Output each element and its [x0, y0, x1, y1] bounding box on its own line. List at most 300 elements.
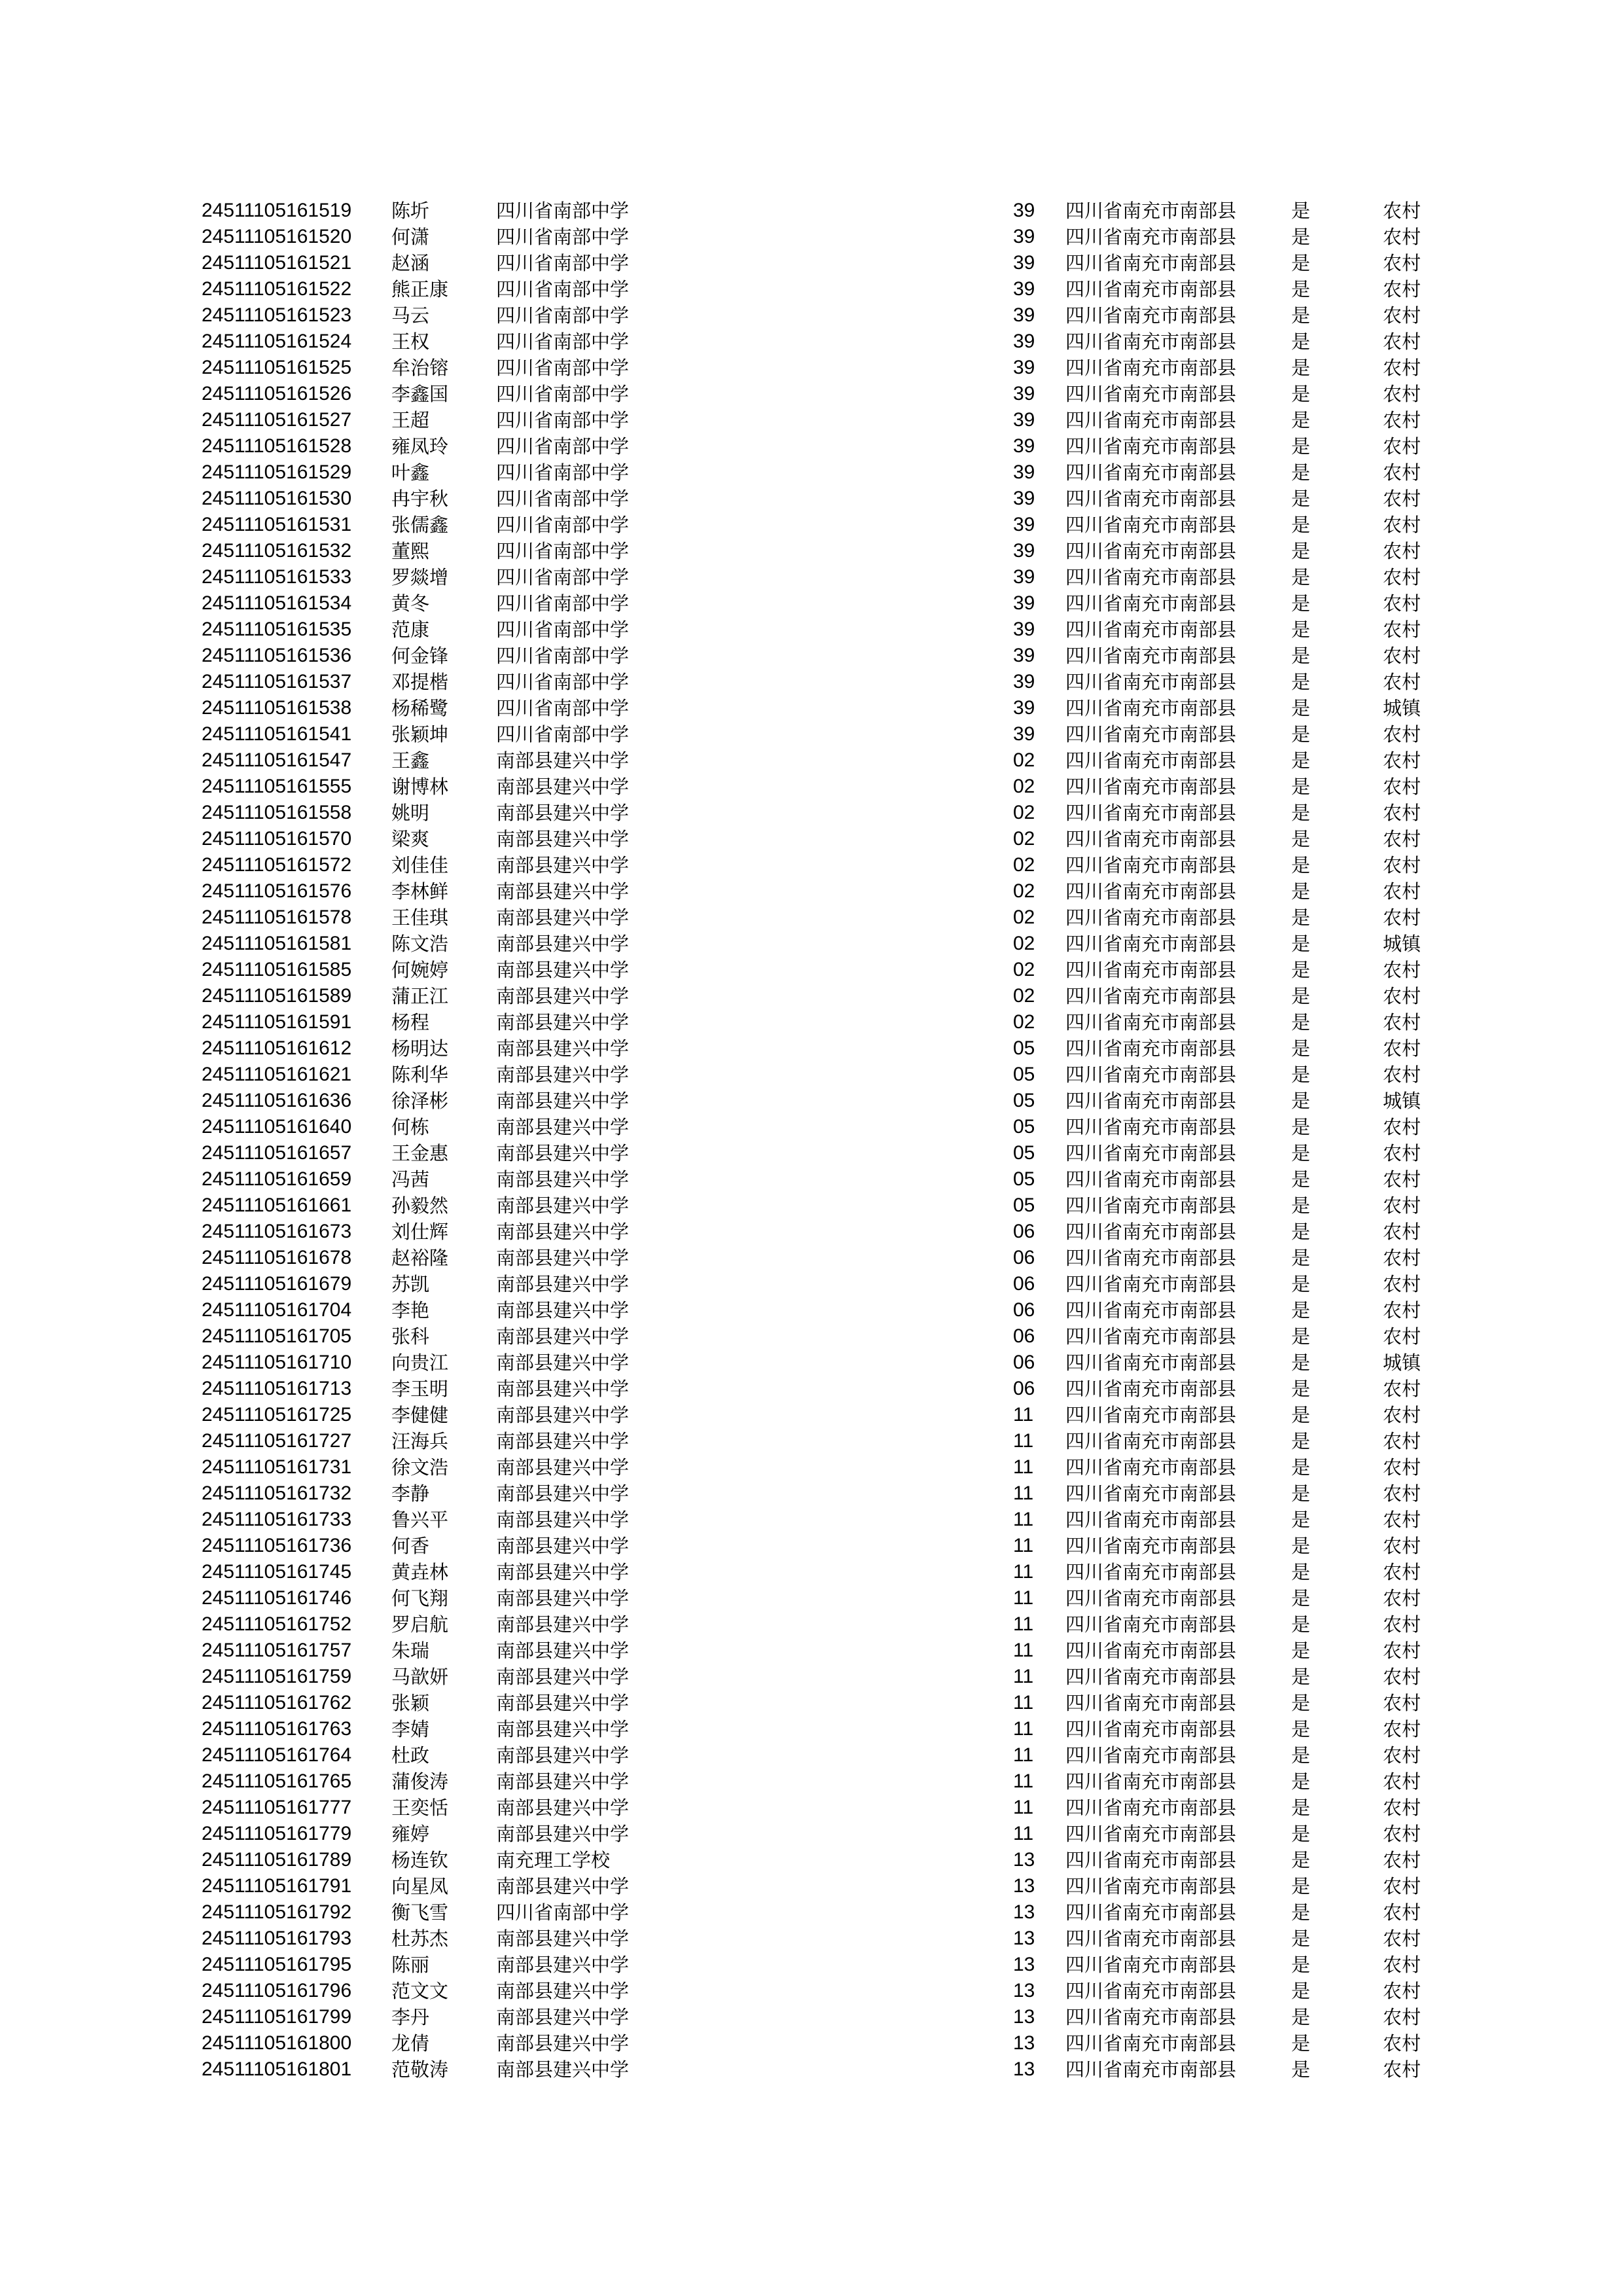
school-cell: 四川省南部中学 — [496, 723, 630, 745]
table-row — [202, 1638, 1435, 1664]
eligibility-cell: 是 — [1291, 671, 1311, 693]
region-cell: 四川省南充市南部县 — [1065, 1666, 1237, 1688]
exam-id-cell: 24511105161800 — [202, 2032, 352, 2054]
student-name-cell: 向贵江 — [391, 1352, 449, 1374]
student-name-cell: 范康 — [391, 619, 430, 641]
residence-type-cell: 农村 — [1383, 1168, 1421, 1191]
region-cell: 四川省南充市南部县 — [1065, 933, 1237, 955]
exam-id-cell: 24511105161673 — [202, 1221, 352, 1242]
school-cell: 南部县建兴中学 — [496, 749, 630, 772]
student-name-cell: 董熙 — [391, 540, 430, 562]
school-cell: 四川省南部中学 — [496, 304, 630, 327]
residence-type-cell: 农村 — [1383, 802, 1421, 824]
class-code-cell: 02 — [1013, 985, 1035, 1007]
class-code-cell: 11 — [1013, 1456, 1034, 1478]
class-code-cell: 39 — [1013, 619, 1035, 640]
class-code-cell: 11 — [1013, 1587, 1034, 1609]
class-code-cell: 13 — [1013, 1849, 1035, 1871]
residence-type-cell: 农村 — [1383, 1482, 1421, 1505]
school-cell: 南部县建兴中学 — [496, 933, 630, 955]
exam-id-cell: 24511105161705 — [202, 1325, 352, 1347]
class-code-cell: 11 — [1013, 1482, 1034, 1504]
class-code-cell: 06 — [1013, 1221, 1035, 1242]
exam-id-cell: 24511105161759 — [202, 1666, 352, 1687]
school-cell: 南部县建兴中学 — [496, 1430, 630, 1452]
table-row — [202, 1611, 1435, 1638]
school-cell: 南部县建兴中学 — [496, 1613, 630, 1636]
exam-id-cell: 24511105161527 — [202, 409, 352, 431]
table-row — [202, 1480, 1435, 1507]
region-cell: 四川省南充市南部县 — [1065, 409, 1237, 431]
exam-id-cell: 24511105161535 — [202, 619, 352, 640]
student-roster-table — [202, 198, 1435, 2083]
residence-type-cell: 农村 — [1383, 488, 1421, 510]
exam-id-cell: 24511105161547 — [202, 749, 352, 771]
school-cell: 南部县建兴中学 — [496, 2058, 630, 2081]
exam-id-cell: 24511105161727 — [202, 1430, 352, 1452]
school-cell: 四川省南部中学 — [496, 200, 630, 222]
school-cell: 四川省南部中学 — [496, 514, 630, 536]
residence-type-cell: 农村 — [1383, 749, 1421, 772]
eligibility-cell: 是 — [1291, 1064, 1311, 1086]
class-code-cell: 05 — [1013, 1037, 1035, 1059]
residence-type-cell: 农村 — [1383, 1823, 1421, 1845]
class-code-cell: 11 — [1013, 1718, 1034, 1740]
school-cell: 南部县建兴中学 — [496, 1535, 630, 1557]
student-name-cell: 张科 — [391, 1325, 430, 1348]
exam-id-cell: 24511105161523 — [202, 304, 352, 326]
region-cell: 四川省南充市南部县 — [1065, 1325, 1237, 1348]
class-code-cell: 02 — [1013, 828, 1035, 850]
table-row — [202, 538, 1435, 564]
exam-id-cell: 24511105161757 — [202, 1640, 352, 1661]
table-row — [202, 486, 1435, 512]
student-name-cell: 雍凤玲 — [391, 435, 449, 457]
table-row — [202, 1376, 1435, 1402]
exam-id-cell: 24511105161541 — [202, 723, 352, 745]
student-name-cell: 赵裕隆 — [391, 1247, 449, 1269]
class-code-cell: 11 — [1013, 1613, 1034, 1635]
residence-type-cell: 城镇 — [1383, 697, 1421, 719]
exam-id-cell: 24511105161576 — [202, 880, 352, 902]
table-row — [202, 1899, 1435, 1926]
region-cell: 四川省南充市南部县 — [1065, 1901, 1237, 1924]
region-cell: 四川省南充市南部县 — [1065, 671, 1237, 693]
residence-type-cell: 城镇 — [1383, 1352, 1421, 1374]
table-row — [202, 1926, 1435, 1952]
class-code-cell: 11 — [1013, 1692, 1034, 1713]
region-cell: 四川省南充市南部县 — [1065, 226, 1237, 248]
exam-id-cell: 24511105161659 — [202, 1168, 352, 1190]
student-name-cell: 何金锋 — [391, 645, 449, 667]
student-name-cell: 雍婷 — [391, 1823, 430, 1845]
student-name-cell: 张颖坤 — [391, 723, 449, 745]
residence-type-cell: 农村 — [1383, 1116, 1421, 1138]
student-name-cell: 罗燚增 — [391, 566, 449, 588]
region-cell: 四川省南充市南部县 — [1065, 1797, 1237, 1819]
student-name-cell: 黄垚林 — [391, 1561, 449, 1583]
region-cell: 四川省南充市南部县 — [1065, 1378, 1237, 1400]
eligibility-cell: 是 — [1291, 749, 1311, 772]
table-row — [202, 1795, 1435, 1821]
region-cell: 四川省南充市南部县 — [1065, 1823, 1237, 1845]
school-cell: 南部县建兴中学 — [496, 2032, 630, 2054]
eligibility-cell: 是 — [1291, 1247, 1311, 1269]
school-cell: 四川省南部中学 — [496, 645, 630, 667]
class-code-cell: 02 — [1013, 802, 1035, 823]
school-cell: 南部县建兴中学 — [496, 1011, 630, 1033]
class-code-cell: 11 — [1013, 1535, 1034, 1556]
region-cell: 四川省南充市南部县 — [1065, 1613, 1237, 1636]
region-cell: 四川省南充市南部县 — [1065, 1928, 1237, 1950]
exam-id-cell: 24511105161763 — [202, 1718, 352, 1740]
residence-type-cell: 农村 — [1383, 1561, 1421, 1583]
class-code-cell: 39 — [1013, 226, 1035, 247]
eligibility-cell: 是 — [1291, 1823, 1311, 1845]
table-row — [202, 1978, 1435, 2004]
student-name-cell: 鲁兴平 — [391, 1509, 449, 1531]
exam-id-cell: 24511105161636 — [202, 1090, 352, 1111]
school-cell: 四川省南部中学 — [496, 357, 630, 379]
eligibility-cell: 是 — [1291, 540, 1311, 562]
residence-type-cell: 农村 — [1383, 200, 1421, 222]
table-row — [202, 1716, 1435, 1742]
class-code-cell: 39 — [1013, 331, 1035, 352]
exam-id-cell: 24511105161537 — [202, 671, 352, 692]
eligibility-cell: 是 — [1291, 357, 1311, 379]
residence-type-cell: 农村 — [1383, 2006, 1421, 2028]
region-cell: 四川省南充市南部县 — [1065, 1692, 1237, 1714]
eligibility-cell: 是 — [1291, 1744, 1311, 1767]
exam-id-cell: 24511105161796 — [202, 1980, 352, 2001]
residence-type-cell: 城镇 — [1383, 1090, 1421, 1112]
eligibility-cell: 是 — [1291, 2032, 1311, 2054]
region-cell: 四川省南充市南部县 — [1065, 488, 1237, 510]
table-row — [202, 329, 1435, 355]
residence-type-cell: 农村 — [1383, 1797, 1421, 1819]
residence-type-cell: 农村 — [1383, 1378, 1421, 1400]
exam-id-cell: 24511105161791 — [202, 1875, 352, 1897]
school-cell: 南部县建兴中学 — [496, 1482, 630, 1505]
table-row — [202, 1166, 1435, 1193]
table-row — [202, 983, 1435, 1009]
student-name-cell: 李健健 — [391, 1404, 449, 1426]
eligibility-cell: 是 — [1291, 723, 1311, 745]
eligibility-cell: 是 — [1291, 802, 1311, 824]
residence-type-cell: 农村 — [1383, 1692, 1421, 1714]
region-cell: 四川省南充市南部县 — [1065, 1640, 1237, 1662]
class-code-cell: 13 — [1013, 2058, 1035, 2080]
residence-type-cell: 农村 — [1383, 331, 1421, 353]
class-code-cell: 39 — [1013, 697, 1035, 719]
residence-type-cell: 农村 — [1383, 1011, 1421, 1033]
class-code-cell: 13 — [1013, 1875, 1035, 1897]
student-name-cell: 李鑫国 — [391, 383, 449, 405]
region-cell: 四川省南充市南部县 — [1065, 383, 1237, 405]
region-cell: 四川省南充市南部县 — [1065, 1875, 1237, 1897]
class-code-cell: 39 — [1013, 383, 1035, 404]
student-name-cell: 范文文 — [391, 1980, 449, 2002]
region-cell: 四川省南充市南部县 — [1065, 1221, 1237, 1243]
region-cell: 四川省南充市南部县 — [1065, 1168, 1237, 1191]
table-row — [202, 1873, 1435, 1899]
exam-id-cell: 24511105161533 — [202, 566, 352, 588]
school-cell: 南部县建兴中学 — [496, 2006, 630, 2028]
exam-id-cell: 24511105161589 — [202, 985, 352, 1007]
exam-id-cell: 24511105161777 — [202, 1797, 352, 1818]
student-name-cell: 李静 — [391, 1482, 430, 1505]
student-name-cell: 陈利华 — [391, 1064, 449, 1086]
table-row — [202, 852, 1435, 878]
class-code-cell: 05 — [1013, 1090, 1035, 1111]
exam-id-cell: 24511105161524 — [202, 331, 352, 352]
school-cell: 南部县建兴中学 — [496, 802, 630, 824]
region-cell: 四川省南充市南部县 — [1065, 1482, 1237, 1505]
region-cell: 四川省南充市南部县 — [1065, 1980, 1237, 2002]
exam-id-cell: 24511105161531 — [202, 514, 352, 535]
table-row — [202, 1428, 1435, 1454]
student-name-cell: 杨明达 — [391, 1037, 449, 1060]
residence-type-cell: 农村 — [1383, 619, 1421, 641]
region-cell: 四川省南充市南部县 — [1065, 1456, 1237, 1479]
school-cell: 南部县建兴中学 — [496, 1456, 630, 1479]
class-code-cell: 13 — [1013, 1928, 1035, 1949]
residence-type-cell: 农村 — [1383, 1064, 1421, 1086]
student-name-cell: 徐泽彬 — [391, 1090, 449, 1112]
school-cell: 南部县建兴中学 — [496, 1587, 630, 1609]
exam-id-cell: 24511105161612 — [202, 1037, 352, 1059]
exam-id-cell: 24511105161736 — [202, 1535, 352, 1556]
exam-id-cell: 24511105161621 — [202, 1064, 352, 1085]
student-name-cell: 黄冬 — [391, 592, 430, 615]
student-name-cell: 陈圻 — [391, 200, 430, 222]
eligibility-cell: 是 — [1291, 1090, 1311, 1112]
class-code-cell: 39 — [1013, 566, 1035, 588]
exam-id-cell: 24511105161678 — [202, 1247, 352, 1268]
eligibility-cell: 是 — [1291, 1875, 1311, 1897]
student-name-cell: 王金惠 — [391, 1142, 449, 1164]
school-cell: 南部县建兴中学 — [496, 1168, 630, 1191]
table-row — [202, 2004, 1435, 2030]
student-name-cell: 梁爽 — [391, 828, 430, 850]
table-row — [202, 1952, 1435, 1978]
eligibility-cell: 是 — [1291, 1587, 1311, 1609]
class-code-cell: 11 — [1013, 1404, 1034, 1426]
student-name-cell: 熊正康 — [391, 278, 449, 300]
class-code-cell: 11 — [1013, 1797, 1034, 1818]
exam-id-cell: 24511105161762 — [202, 1692, 352, 1713]
class-code-cell: 05 — [1013, 1194, 1035, 1216]
student-name-cell: 杜政 — [391, 1744, 430, 1767]
student-name-cell: 徐文浩 — [391, 1456, 449, 1479]
student-name-cell: 赵涵 — [391, 252, 430, 274]
exam-id-cell: 24511105161764 — [202, 1744, 352, 1766]
exam-id-cell: 24511105161585 — [202, 959, 352, 980]
student-name-cell: 苏凯 — [391, 1273, 430, 1295]
table-row — [202, 721, 1435, 747]
exam-id-cell: 24511105161710 — [202, 1352, 352, 1373]
class-code-cell: 39 — [1013, 435, 1035, 457]
region-cell: 四川省南充市南部县 — [1065, 592, 1237, 615]
region-cell: 四川省南充市南部县 — [1065, 331, 1237, 353]
student-name-cell: 汪海兵 — [391, 1430, 449, 1452]
residence-type-cell: 农村 — [1383, 592, 1421, 615]
table-row — [202, 1245, 1435, 1271]
school-cell: 南部县建兴中学 — [496, 1325, 630, 1348]
class-code-cell: 06 — [1013, 1299, 1035, 1321]
school-cell: 南部县建兴中学 — [496, 1980, 630, 2002]
eligibility-cell: 是 — [1291, 252, 1311, 274]
class-code-cell: 39 — [1013, 488, 1035, 509]
student-name-cell: 陈丽 — [391, 1954, 430, 1976]
student-name-cell: 李林鲜 — [391, 880, 449, 903]
eligibility-cell: 是 — [1291, 383, 1311, 405]
school-cell: 四川省南部中学 — [496, 540, 630, 562]
eligibility-cell: 是 — [1291, 1561, 1311, 1583]
eligibility-cell: 是 — [1291, 2006, 1311, 2028]
student-name-cell: 杜苏杰 — [391, 1928, 449, 1950]
class-code-cell: 39 — [1013, 409, 1035, 431]
school-cell: 南部县建兴中学 — [496, 1404, 630, 1426]
exam-id-cell: 24511105161591 — [202, 1011, 352, 1033]
residence-type-cell: 农村 — [1383, 1666, 1421, 1688]
school-cell: 南部县建兴中学 — [496, 906, 630, 929]
school-cell: 南部县建兴中学 — [496, 1797, 630, 1819]
residence-type-cell: 农村 — [1383, 854, 1421, 876]
school-cell: 四川省南部中学 — [496, 671, 630, 693]
school-cell: 四川省南部中学 — [496, 1901, 630, 1924]
residence-type-cell: 农村 — [1383, 959, 1421, 981]
class-code-cell: 39 — [1013, 304, 1035, 326]
table-row — [202, 1402, 1435, 1428]
eligibility-cell: 是 — [1291, 331, 1311, 353]
table-row — [202, 1350, 1435, 1376]
eligibility-cell: 是 — [1291, 619, 1311, 641]
residence-type-cell: 城镇 — [1383, 933, 1421, 955]
school-cell: 南部县建兴中学 — [496, 1116, 630, 1138]
residence-type-cell: 农村 — [1383, 383, 1421, 405]
class-code-cell: 06 — [1013, 1247, 1035, 1268]
eligibility-cell: 是 — [1291, 1168, 1311, 1191]
table-row — [202, 276, 1435, 302]
exam-id-cell: 24511105161534 — [202, 592, 352, 614]
table-row — [202, 1271, 1435, 1297]
roster-body — [202, 198, 1435, 2083]
region-cell: 四川省南充市南部县 — [1065, 1954, 1237, 1976]
exam-id-cell: 24511105161640 — [202, 1116, 352, 1138]
table-row — [202, 1559, 1435, 1585]
eligibility-cell: 是 — [1291, 1954, 1311, 1976]
table-row — [202, 905, 1435, 931]
eligibility-cell: 是 — [1291, 278, 1311, 300]
table-row — [202, 747, 1435, 774]
school-cell: 南部县建兴中学 — [496, 1221, 630, 1243]
exam-id-cell: 24511105161795 — [202, 1954, 352, 1975]
student-name-cell: 王鑫 — [391, 749, 430, 772]
exam-id-cell: 24511105161704 — [202, 1299, 352, 1321]
class-code-cell: 39 — [1013, 671, 1035, 692]
class-code-cell: 39 — [1013, 252, 1035, 274]
school-cell: 南部县建兴中学 — [496, 1692, 630, 1714]
residence-type-cell: 农村 — [1383, 435, 1421, 457]
eligibility-cell: 是 — [1291, 514, 1311, 536]
table-row — [202, 250, 1435, 276]
student-name-cell: 陈文浩 — [391, 933, 449, 955]
class-code-cell: 05 — [1013, 1168, 1035, 1190]
exam-id-cell: 24511105161792 — [202, 1901, 352, 1923]
region-cell: 四川省南充市南部县 — [1065, 828, 1237, 850]
region-cell: 四川省南充市南部县 — [1065, 2032, 1237, 2054]
student-name-cell: 叶鑫 — [391, 461, 430, 484]
school-cell: 南部县建兴中学 — [496, 1770, 630, 1793]
region-cell: 四川省南充市南部县 — [1065, 1037, 1237, 1060]
region-cell: 四川省南充市南部县 — [1065, 1770, 1237, 1793]
class-code-cell: 13 — [1013, 1980, 1035, 2001]
school-cell: 四川省南部中学 — [496, 461, 630, 484]
school-cell: 南部县建兴中学 — [496, 1718, 630, 1740]
eligibility-cell: 是 — [1291, 592, 1311, 615]
table-row — [202, 1768, 1435, 1795]
student-name-cell: 杨程 — [391, 1011, 430, 1033]
residence-type-cell: 农村 — [1383, 1849, 1421, 1871]
region-cell: 四川省南充市南部县 — [1065, 1194, 1237, 1217]
region-cell: 四川省南充市南部县 — [1065, 2058, 1237, 2081]
school-cell: 南部县建兴中学 — [496, 1299, 630, 1321]
class-code-cell: 39 — [1013, 514, 1035, 535]
exam-id-cell: 24511105161657 — [202, 1142, 352, 1164]
class-code-cell: 13 — [1013, 2032, 1035, 2054]
eligibility-cell: 是 — [1291, 1980, 1311, 2002]
student-name-cell: 罗启航 — [391, 1613, 449, 1636]
region-cell: 四川省南充市南部县 — [1065, 959, 1237, 981]
region-cell: 四川省南充市南部县 — [1065, 1587, 1237, 1609]
student-name-cell: 谢博林 — [391, 776, 449, 798]
region-cell: 四川省南充市南部县 — [1065, 1430, 1237, 1452]
student-name-cell: 冯茜 — [391, 1168, 430, 1191]
region-cell: 四川省南充市南部县 — [1065, 278, 1237, 300]
student-name-cell: 何婉婷 — [391, 959, 449, 981]
exam-id-cell: 24511105161529 — [202, 461, 352, 483]
region-cell: 四川省南充市南部县 — [1065, 619, 1237, 641]
school-cell: 四川省南部中学 — [496, 278, 630, 300]
class-code-cell: 39 — [1013, 200, 1035, 221]
region-cell: 四川省南充市南部县 — [1065, 802, 1237, 824]
class-code-cell: 39 — [1013, 278, 1035, 300]
eligibility-cell: 是 — [1291, 1011, 1311, 1033]
residence-type-cell: 农村 — [1383, 1509, 1421, 1531]
school-cell: 南部县建兴中学 — [496, 959, 630, 981]
residence-type-cell: 农村 — [1383, 1037, 1421, 1060]
class-code-cell: 39 — [1013, 592, 1035, 614]
exam-id-cell: 24511105161536 — [202, 645, 352, 666]
exam-id-cell: 24511105161522 — [202, 278, 352, 300]
class-code-cell: 39 — [1013, 357, 1035, 378]
region-cell: 四川省南充市南部县 — [1065, 1064, 1237, 1086]
region-cell: 四川省南充市南部县 — [1065, 304, 1237, 327]
school-cell: 四川省南部中学 — [496, 697, 630, 719]
region-cell: 四川省南充市南部县 — [1065, 461, 1237, 484]
school-cell: 四川省南部中学 — [496, 383, 630, 405]
residence-type-cell: 农村 — [1383, 357, 1421, 379]
eligibility-cell: 是 — [1291, 776, 1311, 798]
school-cell: 四川省南部中学 — [496, 331, 630, 353]
eligibility-cell: 是 — [1291, 1194, 1311, 1217]
residence-type-cell: 农村 — [1383, 1299, 1421, 1321]
class-code-cell: 11 — [1013, 1823, 1034, 1844]
table-row — [202, 224, 1435, 250]
table-row — [202, 1585, 1435, 1611]
school-cell: 南部县建兴中学 — [496, 1954, 630, 1976]
